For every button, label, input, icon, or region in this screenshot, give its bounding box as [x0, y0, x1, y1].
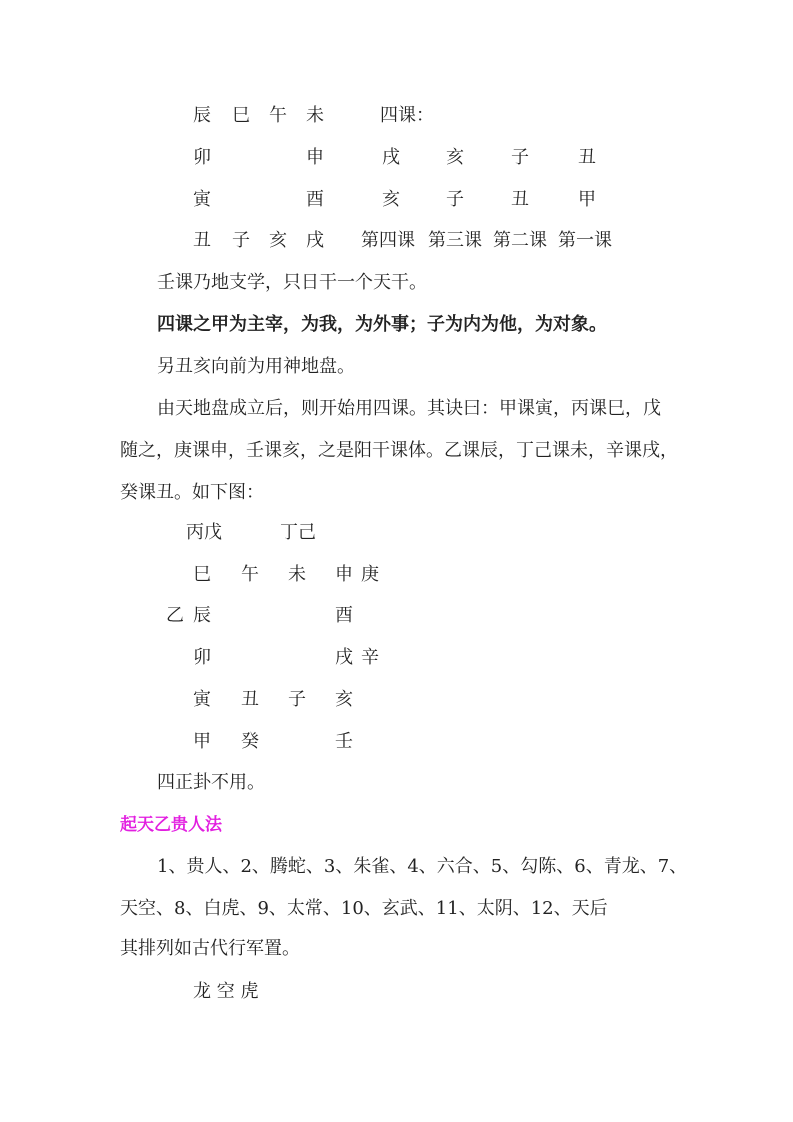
block2-r5-c2: 癸	[241, 731, 259, 752]
block2-r2-c0: 乙	[166, 605, 184, 626]
block2-r5-c1: 甲	[193, 731, 211, 752]
block2-r1-c2: 午	[241, 564, 259, 585]
paragraph-4-line-3: 癸课丑。如下图：	[120, 482, 264, 503]
block2-r5-c4: 壬	[335, 731, 353, 752]
block1-r1-c1: 辰	[193, 105, 211, 126]
paragraph-2-bold: 四课之甲为主宰，为我，为外事；子为内为他，为对象。	[157, 314, 607, 335]
block1-r2-c5: 子	[511, 147, 529, 168]
block2-r3-c1: 卯	[193, 647, 211, 668]
block2-r3-c4: 戌	[335, 647, 353, 668]
block1-r1-label: 四课：	[380, 105, 434, 126]
paragraph-6-line-1: 1、贵人、2、腾蛇、3、朱雀、4、六合、5、勾陈、6、青龙、7、	[157, 856, 688, 877]
block2-top-2: 丁己	[280, 522, 316, 543]
block1-r4-c1: 丑	[193, 230, 211, 251]
block1-r2-c1: 卯	[193, 147, 211, 168]
block1-r4-c4: 戌	[306, 230, 324, 251]
block2-r4-c1: 寅	[193, 689, 211, 710]
block2-r1-c1: 巳	[193, 564, 211, 585]
block1-r4-c2: 子	[232, 230, 250, 251]
block1-r3-c5: 丑	[511, 189, 529, 210]
block1-r1-c4: 未	[306, 105, 324, 126]
block1-r3-c3: 亥	[382, 189, 400, 210]
paragraph-1: 壬课乃地支学，只日干一个天干。	[157, 272, 427, 293]
block1-r1-c3: 午	[269, 105, 287, 126]
paragraph-8: 龙 空 虎	[193, 981, 259, 1002]
paragraph-5: 四正卦不用。	[157, 772, 265, 793]
block1-r3-c1: 寅	[193, 189, 211, 210]
block2-r4-c3: 子	[288, 689, 306, 710]
block2-r2-c4: 酉	[335, 605, 353, 626]
block2-top-1: 丙戊	[186, 522, 222, 543]
block1-r2-c2: 申	[306, 147, 324, 168]
block2-r4-c2: 丑	[241, 689, 259, 710]
paragraph-3: 另丑亥向前为用神地盘。	[157, 356, 355, 377]
course-label-3: 第三课	[428, 230, 482, 251]
paragraph-4-line-2: 随之，庚课申，壬课亥，之是阳干课体。乙课辰，丁己课未，辛课戌，	[120, 440, 678, 461]
section-heading: 起天乙贵人法	[120, 815, 222, 835]
block1-r2-c6: 丑	[578, 147, 596, 168]
block1-r3-c6: 甲	[578, 189, 596, 210]
course-label-4: 第四课	[361, 230, 415, 251]
block2-r1-c3: 未	[288, 564, 306, 585]
block1-r2-c3: 戌	[382, 147, 400, 168]
paragraph-4-line-1: 由天地盘成立后，则开始用四课。其诀曰：甲课寅，丙课巳，戊	[157, 398, 661, 419]
block1-r2-c4: 亥	[446, 147, 464, 168]
paragraph-7: 其排列如古代行军置。	[120, 938, 300, 959]
paragraph-6-line-2: 天空、8、白虎、9、太常、10、玄武、11、太阴、12、天后	[120, 898, 608, 919]
course-label-2: 第二课	[493, 230, 547, 251]
block1-r3-c2: 酉	[306, 189, 324, 210]
block2-r4-c4: 亥	[335, 689, 353, 710]
block2-r1-c5: 庚	[361, 564, 379, 585]
block1-r1-c2: 巳	[232, 105, 250, 126]
course-label-1: 第一课	[558, 230, 612, 251]
block1-r4-c3: 亥	[269, 230, 287, 251]
block2-r1-c4: 申	[335, 564, 353, 585]
block2-r3-c5: 辛	[361, 647, 379, 668]
block1-r3-c4: 子	[446, 189, 464, 210]
block2-r2-c1: 辰	[193, 605, 211, 626]
